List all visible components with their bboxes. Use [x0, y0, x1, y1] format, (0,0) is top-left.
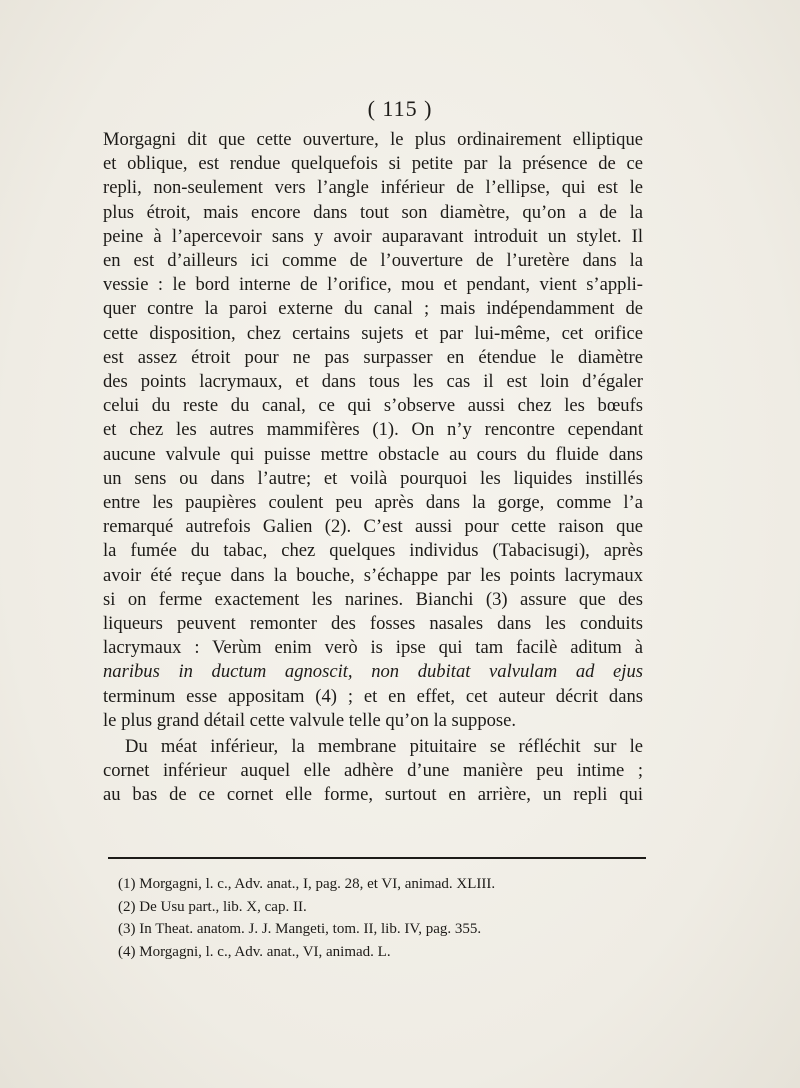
- text-line: liqueurs peuvent remonter des fosses nasales dans les conduits: [103, 613, 643, 635]
- text-line: aucune valvule qui puisse mettre obstacle au cours du fluide dans: [103, 443, 643, 465]
- paragraph-1: [103, 128, 643, 733]
- text-line: un sens ou dans l’autre; et voilà pourquoi les liquides instillés: [103, 467, 643, 489]
- text-line: quer contre la paroi externe du canal ; mais indépendamment de: [103, 298, 643, 320]
- text-line: Du méat inférieur, la membrane pituitaire se réfléchit sur le: [125, 736, 643, 758]
- text-line: en est d’ailleurs ici comme de l’ouverture de l’uretère dans la: [103, 250, 643, 272]
- text-line: au bas de ce cornet elle forme, surtout en arrière, un repli qui: [103, 784, 643, 806]
- text-line: si on ferme exactement les narines. Bianchi (3) assure que des: [103, 588, 643, 610]
- text-line: la fumée du tabac, chez quelques individus (Tabacisugi), après: [103, 540, 643, 562]
- footnotes: [118, 873, 648, 963]
- text-line: naribus in ductum agnoscit, non dubitat valvulam ad ejus: [103, 661, 643, 683]
- page-number: ( 115 ): [367, 96, 433, 121]
- footnote-2: (2) De Usu part., lib. X, cap. II.: [118, 898, 307, 915]
- text-line: entre les paupières coulent peu après dans la gorge, comme l’a: [103, 492, 643, 514]
- text-line: remarqué autrefois Galien (2). C’est aussi pour cette raison que: [103, 516, 643, 538]
- text-line: Morgagni dit que cette ouverture, le plus ordinairement elliptique: [103, 129, 643, 150]
- text-line: celui du reste du canal, ce qui s’observe aussi chez les bœufs: [103, 395, 643, 417]
- text-line: peine à l’apercevoir sans y avoir auparavant introduit un stylet. Il: [103, 225, 643, 247]
- text-line: et chez les autres mammifères (1). On n’y rencontre cependant: [103, 419, 643, 441]
- text-line: repli, non-seulement vers l’angle inférieur de l’ellipse, qui est le: [103, 177, 643, 199]
- text-line: des points lacrymaux, et dans tous les cas il est loin d’égaler: [103, 371, 643, 393]
- text-line: vessie : le bord interne de l’orifice, mou et pendant, vient s’appli-: [103, 274, 643, 296]
- text-line: plus étroit, mais encore dans tout son diamètre, qu’on a de la: [103, 201, 643, 223]
- text-line: le plus grand détail cette valvule telle qu’on la suppose.: [103, 709, 517, 731]
- footnote-1: (1) Morgagni, l. c., Adv. anat., I, pag. 28, et VI, animad. XLIII.: [118, 876, 496, 892]
- text-line: cornet inférieur auquel elle adhère d’une manière peu intime ;: [103, 760, 643, 782]
- text-line: avoir été reçue dans la bouche, s’échappe par les points lacrymaux: [103, 564, 643, 586]
- body-text: [103, 128, 643, 808]
- text-line: cette disposition, chez certains sujets et par lui-même, cet orifice: [103, 322, 643, 344]
- text-line: et oblique, est rendue quelquefois si petite par la présence de ce: [103, 153, 643, 175]
- footnote-3: (3) In Theat. anatom. J. J. Mangeti, tom. II, lib. IV, pag. 355.: [118, 921, 482, 937]
- footnote-divider: [108, 857, 646, 859]
- text-line: lacrymaux : Verùm enim verò is ipse qui tam facilè aditum à: [103, 637, 643, 659]
- footnote-4: (4) Morgagni, l. c., Adv. anat., VI, animad. L.: [118, 943, 391, 960]
- paragraph-2: [103, 735, 643, 808]
- text-line: terminum esse appositam (4) ; et en effet, cet auteur décrit dans: [103, 685, 643, 707]
- text-line: est assez étroit pour ne pas surpasser en étendue le diamètre: [103, 346, 643, 368]
